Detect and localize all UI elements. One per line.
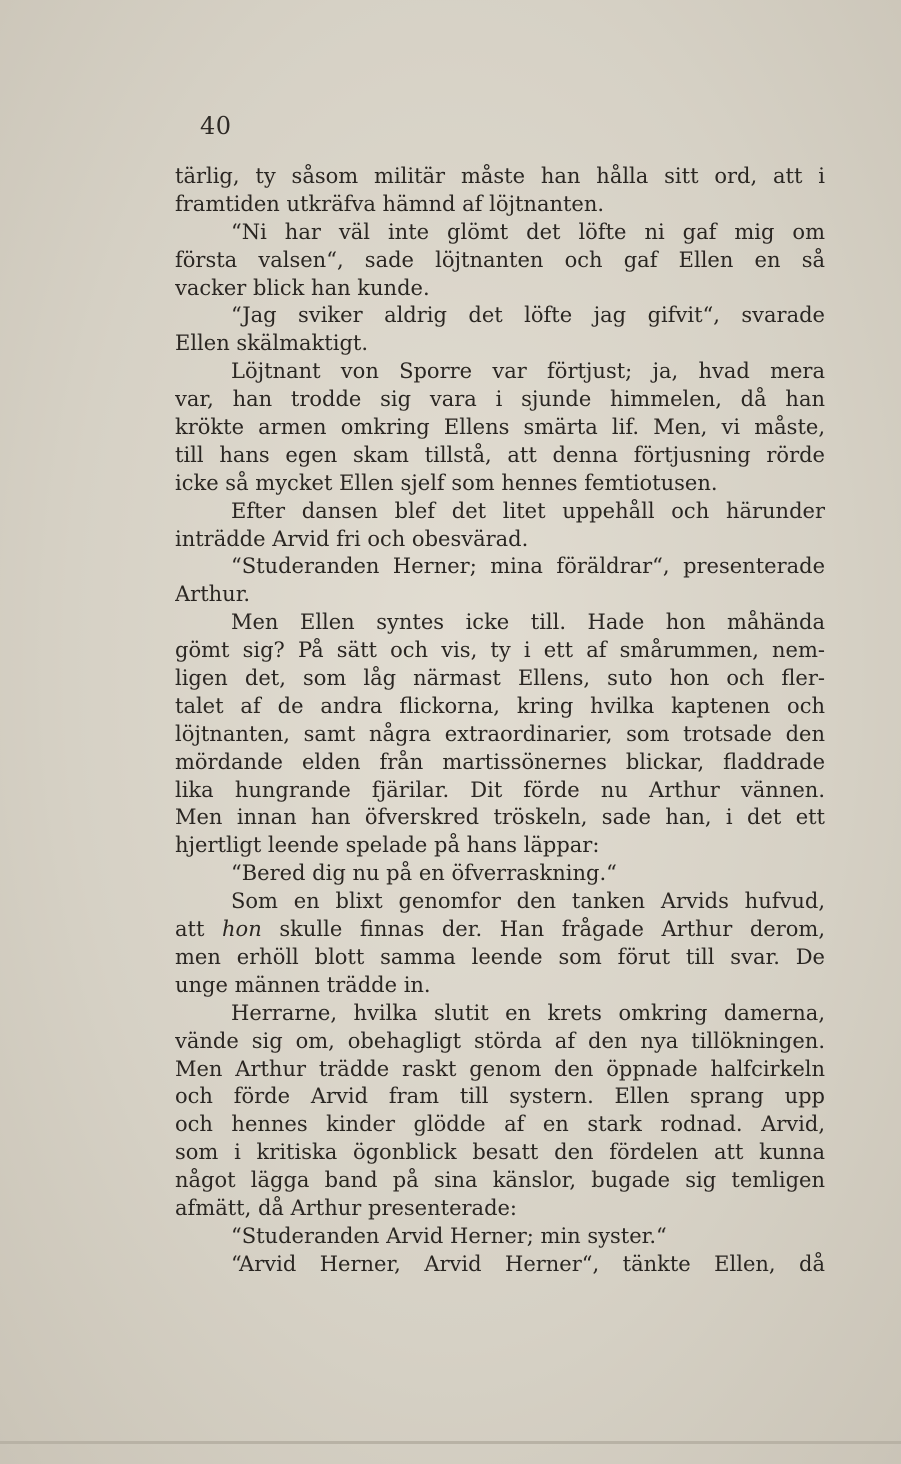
text-line: “Studeranden Arvid Herner; min syster.“ xyxy=(231,1223,667,1248)
text-line: Ellen skälmaktigt. xyxy=(175,331,368,356)
text-line: att hon skulle finnas der. Han frågade Arthur derom, xyxy=(175,917,825,942)
text-line: som i kritiska ögonblick besatt den fördelen att kunna xyxy=(175,1140,825,1165)
text-line: Som en blixt genomfor den tanken Arvids hufvud, xyxy=(231,889,825,914)
text-line: hjertligt leende spelade på hans läppar: xyxy=(175,833,600,858)
text-line: till hans egen skam tillstå, att denna förtjusning rörde xyxy=(175,442,825,467)
text-line: mördande elden från martissönernes blickar, fladdrade xyxy=(175,749,825,774)
text-line: och förde Arvid fram till systern. Ellen sprang upp xyxy=(175,1084,825,1109)
text-line: talet af de andra flickorna, kring hvilka kaptenen och xyxy=(175,693,825,718)
text-line: lika hungrande fjärilar. Dit förde nu Arthur vännen. xyxy=(175,777,825,802)
text-line: afmätt, då Arthur presenterade: xyxy=(175,1195,518,1220)
text-line: Men Ellen syntes icke till. Hade hon måhända xyxy=(231,610,825,635)
text-line: Herrarne, hvilka slutit en krets omkring damerna, xyxy=(231,1000,825,1025)
text-line: unge männen trädde in. xyxy=(175,972,431,997)
text-line: ligen det, som låg närmast Ellens, suto hon och fler- xyxy=(175,666,825,691)
text-line: och hennes kinder glödde af en stark rodnad. Arvid, xyxy=(175,1112,825,1137)
text-line: vacker blick han kunde. xyxy=(175,275,430,300)
text-line: var, han trodde sig vara i sjunde himmelen, då han xyxy=(175,387,825,412)
text-line: “Ni har väl inte glömt det löfte ni gaf mig om xyxy=(231,219,825,244)
page-edge xyxy=(0,1441,901,1444)
text-line: tärlig, ty såsom militär måste han hålla sitt ord, att i xyxy=(175,164,825,188)
text-line: “Jag sviker aldrig det löfte jag gifvit“, svarade xyxy=(231,303,825,328)
text-line: framtiden utkräfva hämnd af löjtnanten. xyxy=(175,191,605,216)
text-line: Arthur. xyxy=(175,582,251,607)
page-number: 40 xyxy=(200,112,232,140)
text-line: gömt sig? På sätt och vis, ty i ett af smårummen, nem- xyxy=(175,638,825,663)
text-line: Men innan han öfverskred tröskeln, sade han, i det ett xyxy=(175,805,825,830)
text-line: men erhöll blott samma leende som förut till svar. De xyxy=(175,944,825,969)
text-line: första valsen“, sade löjtnanten och gaf Ellen en så xyxy=(175,247,825,272)
text-line: icke så mycket Ellen sjelf som hennes femtiotusen. xyxy=(175,470,718,495)
text-line: inträdde Arvid fri och obesvärad. xyxy=(175,526,529,551)
body-text xyxy=(175,163,825,1279)
text-line: “Bered dig nu på en öfverraskning.“ xyxy=(231,861,617,886)
text-line: “Studeranden Herner; mina föräldrar“, presenterade xyxy=(231,554,825,579)
emphasis: hon xyxy=(222,917,262,942)
text-line: något lägga band på sina känslor, bugade sig temligen xyxy=(175,1168,825,1193)
text-line: Efter dansen blef det litet uppehåll och härunder xyxy=(231,498,825,523)
text-line: Men Arthur trädde raskt genom den öppnade halfcirkeln xyxy=(175,1056,825,1081)
text-line: “Arvid Herner, Arvid Herner“, tänkte Ellen, då xyxy=(231,1251,825,1276)
text-line: krökte armen omkring Ellens smärta lif. Men, vi måste, xyxy=(175,415,825,440)
text-line: löjtnanten, samt några extraordinarier, som trotsade den xyxy=(175,721,825,746)
text-line: vände sig om, obehagligt störda af den nya tillökningen. xyxy=(175,1028,825,1053)
text-line: Löjtnant von Sporre var förtjust; ja, hvad mera xyxy=(231,359,825,384)
